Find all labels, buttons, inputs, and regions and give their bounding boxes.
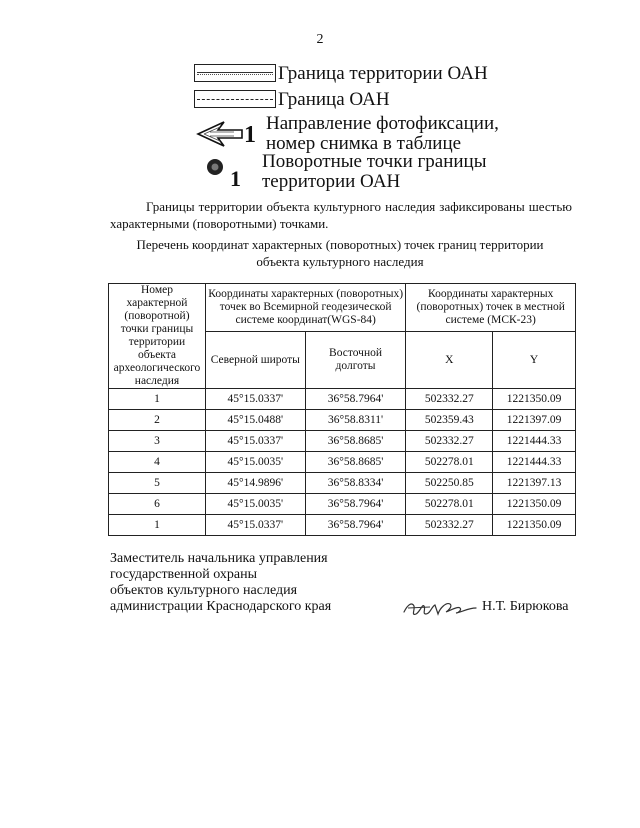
cell-x: 502278.01 (406, 494, 493, 515)
table-row (109, 494, 576, 515)
cell-lat: 45°15.0337' (205, 389, 305, 410)
handwritten-signature (402, 596, 478, 625)
cell-num: 1 (109, 515, 206, 536)
table-caption-line2: объекта культурного наследия (256, 254, 424, 269)
header-y: Y (493, 332, 576, 389)
cell-num: 5 (109, 473, 206, 494)
table-row (109, 410, 576, 431)
photo-direction-arrow-icon (194, 116, 262, 152)
cell-lon: 36°58.7964' (305, 494, 406, 515)
table-row (109, 473, 576, 494)
coordinates-table (108, 283, 576, 536)
cell-num: 4 (109, 452, 206, 473)
cell-lat: 45°15.0035' (205, 452, 305, 473)
legend-item-photo-direction (194, 114, 499, 154)
signature-block (110, 551, 331, 615)
cell-y: 1221444.33 (493, 431, 576, 452)
signature-line2: государственной охраны (110, 567, 258, 582)
table-caption-line1: Перечень координат характерных (поворотных) точек границ территории (136, 237, 544, 252)
header-wgs-group: Координаты характерных (поворотных) точек во Всемирной геодезической системе координат(WGS-84) (205, 284, 405, 332)
cell-y: 1221444.33 (493, 452, 576, 473)
oan-boundary-icon (194, 88, 278, 112)
cell-lat: 45°15.0337' (205, 431, 305, 452)
cell-y: 1221350.09 (493, 389, 576, 410)
legend-label: Граница территории ОАН (278, 63, 488, 84)
cell-lat: 45°15.0035' (205, 494, 305, 515)
cell-x: 502332.27 (406, 431, 493, 452)
boundary-paragraph: Границы территории объекта культурного наследия зафиксированы шестью характерными (поворотными) точками. (110, 199, 572, 231)
signature-line4: администрации Краснодарского края (110, 599, 332, 614)
turning-point-icon (204, 154, 262, 190)
cell-lon: 36°58.8685' (305, 431, 406, 452)
table-caption (105, 236, 575, 270)
cell-x: 502250.85 (406, 473, 493, 494)
cell-lat: 45°15.0488' (205, 410, 305, 431)
table-row (109, 452, 576, 473)
legend-label-line2: номер снимка в таблице (266, 133, 462, 154)
header-x: X (406, 332, 493, 389)
signature-line1: Заместитель начальника управления (110, 551, 328, 566)
cell-num: 1 (109, 389, 206, 410)
table-row (109, 389, 576, 410)
cell-x: 502359.43 (406, 410, 493, 431)
cell-num: 6 (109, 494, 206, 515)
header-point-number: Номер характерной (поворотной) точки границы территории объекта археологического наследия (109, 284, 206, 389)
cell-y: 1221350.09 (493, 515, 576, 536)
cell-lon: 36°58.7964' (305, 515, 406, 536)
cell-num: 3 (109, 431, 206, 452)
legend-item-oan-boundary (194, 88, 390, 112)
legend-label-line1: Поворотные точки границы (262, 151, 487, 172)
legend-label-line1: Направление фотофиксации, (266, 113, 499, 134)
cell-x: 502332.27 (406, 515, 493, 536)
table-row (109, 431, 576, 452)
cell-lon: 36°58.8685' (305, 452, 406, 473)
cell-lon: 36°58.8311' (305, 410, 406, 431)
legend-item-turning-points (204, 152, 487, 192)
cell-lon: 36°58.7964' (305, 389, 406, 410)
table-header-row (109, 284, 576, 332)
header-msk-group: Координаты характерных (поворотных) точек в местной системе (МСК-23) (406, 284, 576, 332)
header-east: Восточной долготы (305, 332, 406, 389)
signatory-name: Н.Т. Бирюкова (482, 599, 569, 614)
cell-x: 502278.01 (406, 452, 493, 473)
cell-y: 1221350.09 (493, 494, 576, 515)
cell-lat: 45°14.9896' (205, 473, 305, 494)
cell-lon: 36°58.8334' (305, 473, 406, 494)
photo-number: 1 (244, 122, 256, 148)
cell-num: 2 (109, 410, 206, 431)
table-row (109, 515, 576, 536)
point-number: 1 (230, 166, 241, 190)
legend-label: Граница ОАН (278, 89, 390, 110)
cell-y: 1221397.09 (493, 410, 576, 431)
cell-x: 502332.27 (406, 389, 493, 410)
legend-item-territory-boundary (194, 62, 488, 86)
cell-y: 1221397.13 (493, 473, 576, 494)
cell-lat: 45°15.0337' (205, 515, 305, 536)
legend-label-line2: территории ОАН (262, 171, 401, 192)
header-north: Северной широты (205, 332, 305, 389)
signature-line3: объектов культурного наследия (110, 583, 298, 598)
page-number: 2 (316, 32, 324, 47)
territory-boundary-icon (194, 62, 278, 86)
